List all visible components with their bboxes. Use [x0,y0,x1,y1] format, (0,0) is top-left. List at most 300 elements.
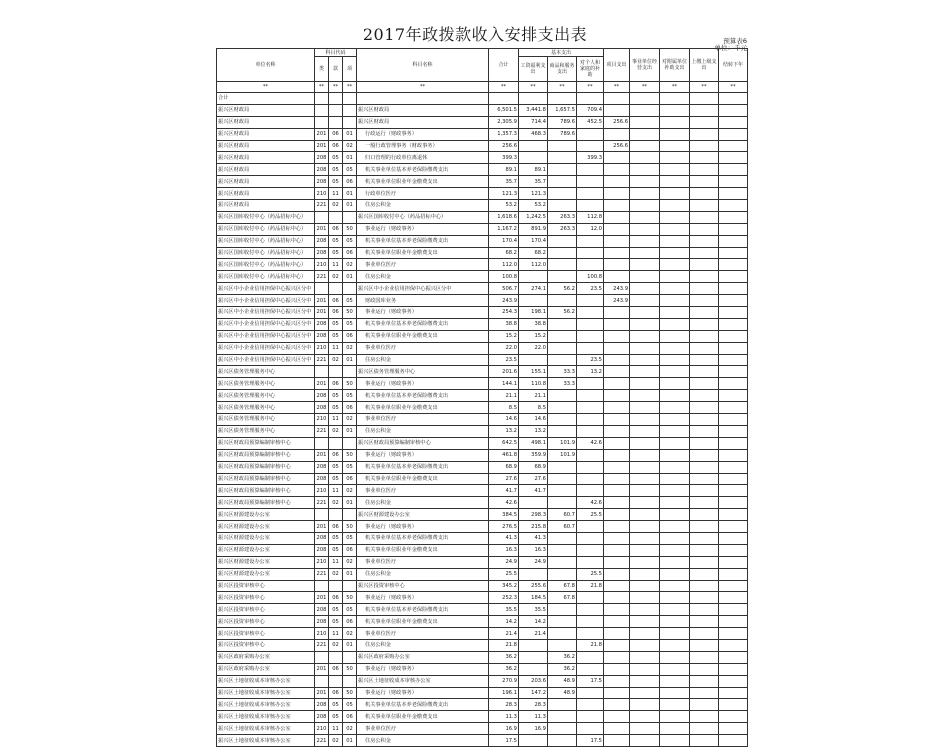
project-cell: 256.6 [604,116,630,128]
upper-cell [690,390,719,402]
code-lei-cell: 201 [315,295,329,307]
unit-name-cell: 振兴区财政局 [217,164,315,176]
unit-name-cell: 振兴区投资审核中心 [217,639,315,651]
unit-name-cell: 振兴区投资审核中心 [217,628,315,640]
salary-cell: 155.1 [519,366,548,378]
header-individual: 对个人和家庭的补助 [577,57,604,82]
individual-cell: 21.8 [577,580,604,592]
enterprise-cell [630,687,660,699]
salary-cell: 170.4 [519,235,548,247]
upper-cell [690,330,719,342]
transfer-cell [719,140,748,152]
code-kuan-cell [329,675,343,687]
subsidy-cell [660,449,690,461]
individual-cell [577,128,604,140]
subsidy-cell [660,544,690,556]
upper-cell [690,616,719,628]
transfer-cell [719,164,748,176]
transfer-cell [719,200,748,212]
upper-cell [690,128,719,140]
code-kuan-cell: 06 [329,128,343,140]
total-cell: 68.9 [489,461,519,473]
unit-name-cell: 振兴区国库收付中心（药品招标中心） [217,223,315,235]
subsidy-cell [660,164,690,176]
table-row [217,675,748,687]
code-lei-cell: 208 [315,390,329,402]
enterprise-cell [630,271,660,283]
individual-cell: 13.2 [577,366,604,378]
project-cell [604,580,630,592]
total-cell: 384.5 [489,509,519,521]
table-row [217,104,748,116]
table-row [217,735,748,747]
enterprise-cell [630,235,660,247]
enterprise-cell [630,497,660,509]
salary-cell: 891.9 [519,223,548,235]
code-kuan-cell: 05 [329,152,343,164]
total-cell: 27.6 [489,473,519,485]
total-cell: 201.6 [489,366,519,378]
enterprise-cell [630,366,660,378]
unit-name-cell: 振兴区债务管理服务中心 [217,414,315,426]
individual-cell [577,414,604,426]
code-kuan-cell: 05 [329,473,343,485]
subject-name-cell: 机关事业单位职业年金缴费支出 [357,711,489,723]
unit-name-cell: 振兴区财政局 [217,188,315,200]
subject-name-cell: 振兴区财政局 [357,104,489,116]
salary-cell [519,93,548,105]
total-cell: 41.7 [489,485,519,497]
table-row [217,188,748,200]
transfer-cell [719,414,748,426]
individual-cell [577,521,604,533]
individual-cell [577,663,604,675]
subject-name-cell: 振兴区土地征收成本审核办公室 [357,675,489,687]
individual-cell [577,200,604,212]
code-kuan-cell: 06 [329,687,343,699]
code-kuan-cell: 02 [329,735,343,747]
code-lei-cell: 208 [315,164,329,176]
code-kuan-cell [329,651,343,663]
table-row [217,473,748,485]
subsidy-cell [660,390,690,402]
code-lei-cell: 208 [315,152,329,164]
individual-cell: 709.4 [577,104,604,116]
subsidy-cell [660,402,690,414]
subsidy-cell [660,675,690,687]
salary-cell [519,568,548,580]
header-subject-code: 科目代码 [315,49,357,57]
unit-name-cell: 振兴区财政局 [217,128,315,140]
transfer-cell [719,330,748,342]
unit-name-cell: 振兴区财源建设办公室 [217,509,315,521]
code-xiang-cell: 06 [343,176,357,188]
salary-cell: 498.1 [519,437,548,449]
goods-cell: 48.9 [548,687,577,699]
header-subject-name: 科目名称 [357,49,489,82]
table-row [217,247,748,259]
code-lei-cell: 210 [315,485,329,497]
total-cell: 243.9 [489,295,519,307]
individual-cell [577,425,604,437]
upper-cell [690,461,719,473]
transfer-cell [719,283,748,295]
code-xiang-cell: 50 [343,378,357,390]
enterprise-cell [630,568,660,580]
salary-cell: 215.8 [519,521,548,533]
total-cell: 1,357.3 [489,128,519,140]
upper-cell [690,628,719,640]
salary-cell: 22.0 [519,342,548,354]
transfer-cell [719,93,748,105]
total-cell: 16.3 [489,544,519,556]
transfer-cell [719,592,748,604]
individual-cell: 25.5 [577,568,604,580]
total-cell: 42.6 [489,497,519,509]
subject-name-cell: 住房公积金 [357,425,489,437]
upper-cell [690,104,719,116]
enterprise-cell [630,295,660,307]
individual-cell [577,628,604,640]
total-cell: 506.7 [489,283,519,295]
enterprise-cell [630,378,660,390]
salary-cell: 147.2 [519,687,548,699]
enterprise-cell [630,711,660,723]
total-cell: 21.4 [489,628,519,640]
individual-cell [577,342,604,354]
enterprise-cell [630,330,660,342]
upper-cell [690,354,719,366]
table-row [217,687,748,699]
upper-cell [690,556,719,568]
subject-name-cell: 事业单位医疗 [357,628,489,640]
upper-cell [690,200,719,212]
transfer-cell [719,235,748,247]
unit-name-cell: 振兴区中小企业信用担保中心振兴区分中 [217,318,315,330]
code-kuan-cell: 05 [329,330,343,342]
subject-name-cell: 住房公积金 [357,200,489,212]
project-cell [604,93,630,105]
code-xiang-cell: 01 [343,200,357,212]
subject-name-cell: 事业单位医疗 [357,342,489,354]
project-cell [604,616,630,628]
code-xiang-cell [343,211,357,223]
project-cell [604,639,630,651]
unit-name-cell: 振兴区投资审核中心 [217,604,315,616]
star-cell: ** [519,82,548,93]
table-row [217,425,748,437]
unit-name-cell: 振兴区财政局 [217,140,315,152]
upper-cell [690,378,719,390]
table-row [217,723,748,735]
individual-cell [577,93,604,105]
code-xiang-cell: 02 [343,342,357,354]
star-cell: ** [217,82,315,93]
subject-name-cell: 机关事业单位基本养老保险缴费支出 [357,461,489,473]
transfer-cell [719,473,748,485]
upper-cell [690,735,719,747]
enterprise-cell [630,437,660,449]
subsidy-cell [660,437,690,449]
goods-cell: 67.8 [548,592,577,604]
code-xiang-cell: 05 [343,164,357,176]
project-cell [604,735,630,747]
individual-cell [577,402,604,414]
salary-cell [519,639,548,651]
subject-name-cell: 住房公积金 [357,354,489,366]
transfer-cell [719,152,748,164]
goods-cell [548,200,577,212]
code-kuan-cell: 05 [329,711,343,723]
header-salary: 工资福利支出 [519,57,548,82]
code-xiang-cell: 05 [343,390,357,402]
subsidy-cell [660,235,690,247]
unit-name-cell: 振兴区财政局 [217,152,315,164]
individual-cell [577,556,604,568]
individual-cell [577,544,604,556]
transfer-cell [719,628,748,640]
code-lei-cell: 208 [315,461,329,473]
table-row [217,152,748,164]
code-kuan-cell: 05 [329,616,343,628]
unit-name-cell: 振兴区国库收付中心（药品招标中心） [217,211,315,223]
enterprise-cell [630,580,660,592]
unit-name-cell: 振兴区国库收付中心（药品招标中心） [217,247,315,259]
unit-name-cell: 振兴区中小企业信用担保中心振兴区分中 [217,283,315,295]
table-row [217,414,748,426]
goods-cell: 60.7 [548,509,577,521]
salary-cell: 38.8 [519,318,548,330]
transfer-cell [719,342,748,354]
individual-cell [577,473,604,485]
table-row [217,461,748,473]
salary-cell: 255.6 [519,580,548,592]
total-cell: 11.3 [489,711,519,723]
star-cell: ** [548,82,577,93]
code-xiang-cell: 50 [343,521,357,533]
code-xiang-cell: 05 [343,699,357,711]
total-cell: 15.2 [489,330,519,342]
transfer-cell [719,307,748,319]
upper-cell [690,366,719,378]
table-row [217,259,748,271]
individual-cell: 17.5 [577,675,604,687]
goods-cell [548,699,577,711]
transfer-cell [719,497,748,509]
subject-name-cell: 住房公积金 [357,639,489,651]
salary-cell: 21.4 [519,628,548,640]
subsidy-cell [660,188,690,200]
transfer-cell [719,318,748,330]
total-cell: 112.0 [489,259,519,271]
header-transfer: 结转下年 [719,49,748,82]
code-lei-cell: 208 [315,699,329,711]
project-cell [604,699,630,711]
star-cell: ** [357,82,489,93]
enterprise-cell [630,140,660,152]
goods-cell: 101.9 [548,449,577,461]
unit-name-cell: 振兴区投资审核中心 [217,592,315,604]
salary-cell: 14.6 [519,414,548,426]
project-cell [604,211,630,223]
code-lei-cell [315,675,329,687]
goods-cell: 33.3 [548,366,577,378]
total-cell: 254.3 [489,307,519,319]
unit-name-cell: 振兴区土地征收成本审核办公室 [217,675,315,687]
code-xiang-cell: 05 [343,295,357,307]
code-lei-cell: 208 [315,473,329,485]
project-cell [604,378,630,390]
individual-cell [577,318,604,330]
project-cell [604,188,630,200]
upper-cell [690,402,719,414]
subject-name-cell: 事业运行（财政事务） [357,223,489,235]
subject-name-cell: 机关事业单位基本养老保险缴费支出 [357,604,489,616]
code-lei-cell [315,116,329,128]
enterprise-cell [630,509,660,521]
goods-cell: 56.2 [548,283,577,295]
goods-cell: 789.6 [548,116,577,128]
table-row [217,211,748,223]
code-kuan-cell: 11 [329,485,343,497]
table-number: 预算表6 [723,37,747,45]
salary-cell: 53.2 [519,200,548,212]
total-cell: 21.1 [489,390,519,402]
goods-cell [548,639,577,651]
star-cell: ** [343,82,357,93]
goods-cell [548,140,577,152]
code-xiang-cell [343,104,357,116]
subsidy-cell [660,295,690,307]
code-kuan-cell: 05 [329,544,343,556]
code-lei-cell: 221 [315,271,329,283]
code-xiang-cell: 50 [343,449,357,461]
code-xiang-cell: 01 [343,188,357,200]
project-cell: 256.6 [604,140,630,152]
total-cell: 21.8 [489,639,519,651]
unit-name-cell: 振兴区债务管理服务中心 [217,378,315,390]
individual-cell [577,604,604,616]
subsidy-cell [660,259,690,271]
code-kuan-cell [329,104,343,116]
total-cell: 36.2 [489,663,519,675]
upper-cell [690,687,719,699]
salary-cell: 112.0 [519,259,548,271]
goods-cell [548,390,577,402]
subject-name-cell: 振兴区财政局 [357,116,489,128]
upper-cell [690,307,719,319]
code-xiang-cell: 01 [343,271,357,283]
code-lei-cell: 201 [315,592,329,604]
goods-cell [548,330,577,342]
enterprise-cell [630,164,660,176]
subsidy-cell [660,342,690,354]
transfer-cell [719,544,748,556]
unit-name-cell: 振兴区土地征收成本审核办公室 [217,735,315,747]
transfer-cell [719,521,748,533]
total-cell: 1,167.2 [489,223,519,235]
subsidy-cell [660,556,690,568]
code-kuan-cell: 02 [329,568,343,580]
code-xiang-cell: 02 [343,140,357,152]
code-xiang-cell: 50 [343,663,357,675]
project-cell [604,354,630,366]
project-cell [604,687,630,699]
unit-name-cell: 振兴区债务管理服务中心 [217,390,315,402]
upper-cell [690,592,719,604]
table-row [217,342,748,354]
subject-name-cell: 行政运行（财政事务） [357,128,489,140]
code-lei-cell: 208 [315,235,329,247]
unit-name-cell: 振兴区财源建设办公室 [217,532,315,544]
individual-cell [577,307,604,319]
unit-name-cell: 振兴区债务管理服务中心 [217,402,315,414]
project-cell [604,425,630,437]
upper-cell [690,663,719,675]
total-cell: 22.0 [489,342,519,354]
transfer-cell [719,509,748,521]
table-row [217,307,748,319]
project-cell: 243.9 [604,295,630,307]
total-cell: 36.2 [489,651,519,663]
table-row [217,402,748,414]
transfer-cell [719,390,748,402]
subject-name-cell: 住房公积金 [357,568,489,580]
table-row [217,378,748,390]
transfer-cell [719,176,748,188]
salary-cell [519,497,548,509]
code-lei-cell: 208 [315,604,329,616]
code-kuan-cell [329,93,343,105]
code-xiang-cell: 01 [343,497,357,509]
table-row [217,271,748,283]
project-cell [604,128,630,140]
project-cell [604,663,630,675]
header-total: 合计 [489,49,519,82]
subject-name-cell: 振兴区债务管理服务中心 [357,366,489,378]
transfer-cell [719,616,748,628]
star-cell: ** [604,82,630,93]
individual-cell [577,390,604,402]
table-row [217,128,748,140]
code-kuan-cell: 05 [329,247,343,259]
upper-cell [690,318,719,330]
subsidy-cell [660,223,690,235]
enterprise-cell [630,604,660,616]
enterprise-cell [630,461,660,473]
subject-name-cell: 振兴区政府采购办公室 [357,651,489,663]
code-lei-cell [315,93,329,105]
upper-cell [690,425,719,437]
code-xiang-cell: 05 [343,461,357,473]
unit-name-cell: 振兴区投资审核中心 [217,616,315,628]
goods-cell [548,461,577,473]
subsidy-cell [660,128,690,140]
salary-cell: 41.7 [519,485,548,497]
goods-cell [548,176,577,188]
salary-cell [519,152,548,164]
subsidy-cell [660,735,690,747]
total-cell: 252.3 [489,592,519,604]
table-row [217,628,748,640]
salary-cell: 27.6 [519,473,548,485]
subsidy-cell [660,140,690,152]
transfer-cell [719,378,748,390]
subject-name-cell: 机关事业单位基本养老保险缴费支出 [357,318,489,330]
salary-cell: 359.9 [519,449,548,461]
code-kuan-cell [329,437,343,449]
individual-cell [577,295,604,307]
